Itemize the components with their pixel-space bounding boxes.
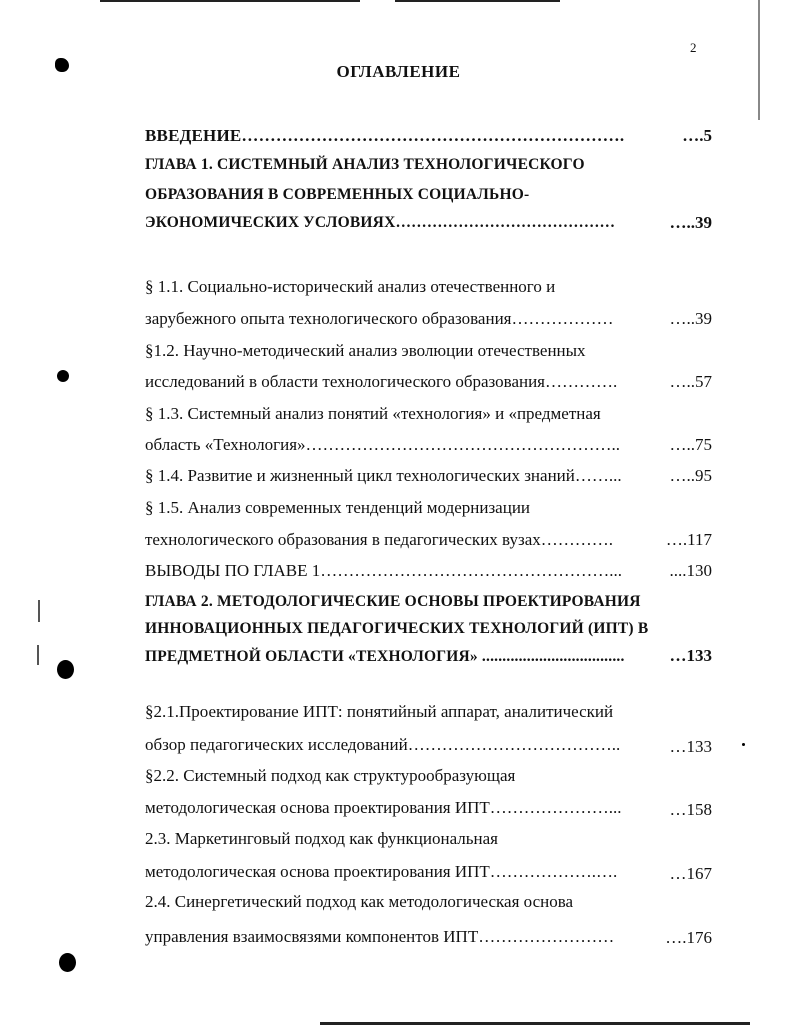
toc-section-1-1-line-2: зарубежного опыта технологического образования……………… [145, 309, 614, 328]
toc-section-2-3-line-1: 2.3. Маркетинговый подход как функциональная [145, 829, 498, 848]
toc-page-number: …133 [669, 646, 712, 665]
toc-section-2-2-line-1: §2.2. Системный подход как структурообразующая [145, 766, 516, 785]
toc-section-1-1-line-1: § 1.1. Социально-исторический анализ отечественного и [145, 277, 556, 296]
toc-section-1-4-line-1: § 1.4. Развитие и жизненный цикл технологических знаний……... [145, 466, 622, 485]
toc-section-2-4-line-2: управления взаимосвязями компонентов ИПТ…………………… [145, 927, 615, 946]
toc-page-number: ….5 [682, 126, 712, 145]
punch-hole-blot [57, 660, 74, 679]
punch-hole-blot [55, 58, 69, 72]
toc-chapter-1-line-3: ЭКОНОМИЧЕСКИХ УСЛОВИЯХ…………………………………… [145, 214, 616, 231]
toc-title: ОГЛАВЛЕНИЕ [336, 62, 461, 81]
toc-page-number: ....130 [669, 561, 712, 580]
toc-chapter-1-line-2: ОБРАЗОВАНИЯ В СОВРЕМЕННЫХ СОЦИАЛЬНО- [145, 186, 530, 203]
toc-page-number: …..95 [669, 466, 712, 485]
toc-section-2-1-line-2: обзор педагогических исследований……………………………….. [145, 735, 621, 754]
toc-chapter-2-line-2: ИННОВАЦИОННЫХ ПЕДАГОГИЧЕСКИХ ТЕХНОЛОГИЙ (ИПТ) В [145, 620, 649, 637]
toc-conclusions-chapter-1: ВЫВОДЫ ПО ГЛАВЕ 1……………………………………………... [145, 561, 622, 580]
toc-page-number: …133 [669, 737, 712, 756]
toc-section-1-2-line-2: исследований в области технологического образования…………. [145, 372, 618, 391]
toc-section-2-2-line-2: методологическая основа проектирования ИПТ…………………... [145, 798, 622, 817]
toc-page-number: ….176 [665, 928, 712, 947]
toc-page-number: …..39 [669, 213, 712, 232]
toc-section-2-3-line-2: методологическая основа проектирования ИПТ……………….…. [145, 862, 618, 881]
toc-page-number: …..57 [669, 372, 712, 391]
toc-entry-introduction: ВВЕДЕНИЕ…………………………………………………………. [145, 126, 625, 145]
scan-mark [38, 600, 40, 622]
toc-page-number: …..39 [669, 309, 712, 328]
toc-chapter-2-line-3: ПРЕДМЕТНОЙ ОБЛАСТИ «ТЕХНОЛОГИЯ» ................................... [145, 648, 625, 665]
speck [742, 743, 745, 746]
toc-page-number: …158 [669, 800, 712, 819]
scan-mark [37, 645, 39, 665]
toc-section-2-4-line-1: 2.4. Синергетический подход как методологическая основа [145, 892, 574, 911]
toc-chapter-1-line-1: ГЛАВА 1. СИСТЕМНЫЙ АНАЛИЗ ТЕХНОЛОГИЧЕСКОГО [145, 156, 585, 173]
punch-hole-blot [57, 370, 69, 382]
scan-edge-top [395, 0, 560, 2]
toc-section-1-2-line-1: §1.2. Научно-методический анализ эволюции отечественных [145, 341, 586, 360]
toc-section-1-3-line-2: область «Технология»……………………………………………….. [145, 435, 621, 454]
scan-edge-right [758, 0, 760, 120]
toc-section-1-5-line-1: § 1.5. Анализ современных тенденций модернизации [145, 498, 531, 517]
toc-chapter-2-line-1: ГЛАВА 2. МЕТОДОЛОГИЧЕСКИЕ ОСНОВЫ ПРОЕКТИРОВАНИЯ [145, 593, 641, 610]
punch-hole-blot [59, 953, 76, 972]
toc-page-number: …167 [669, 864, 712, 883]
toc-section-2-1-line-1: §2.1.Проектирование ИПТ: понятийный аппарат, аналитический [145, 702, 614, 721]
toc-section-1-3-line-1: § 1.3. Системный анализ понятий «технология» и «предметная [145, 404, 601, 423]
scan-edge-bottom [320, 1022, 750, 1025]
toc-page-number: …..75 [669, 435, 712, 454]
toc-section-1-5-line-2: технологического образования в педагогических вузах…………. [145, 530, 613, 549]
scan-edge-top [100, 0, 360, 2]
toc-page-number: ….117 [665, 530, 712, 549]
page-number: 2 [690, 40, 697, 55]
